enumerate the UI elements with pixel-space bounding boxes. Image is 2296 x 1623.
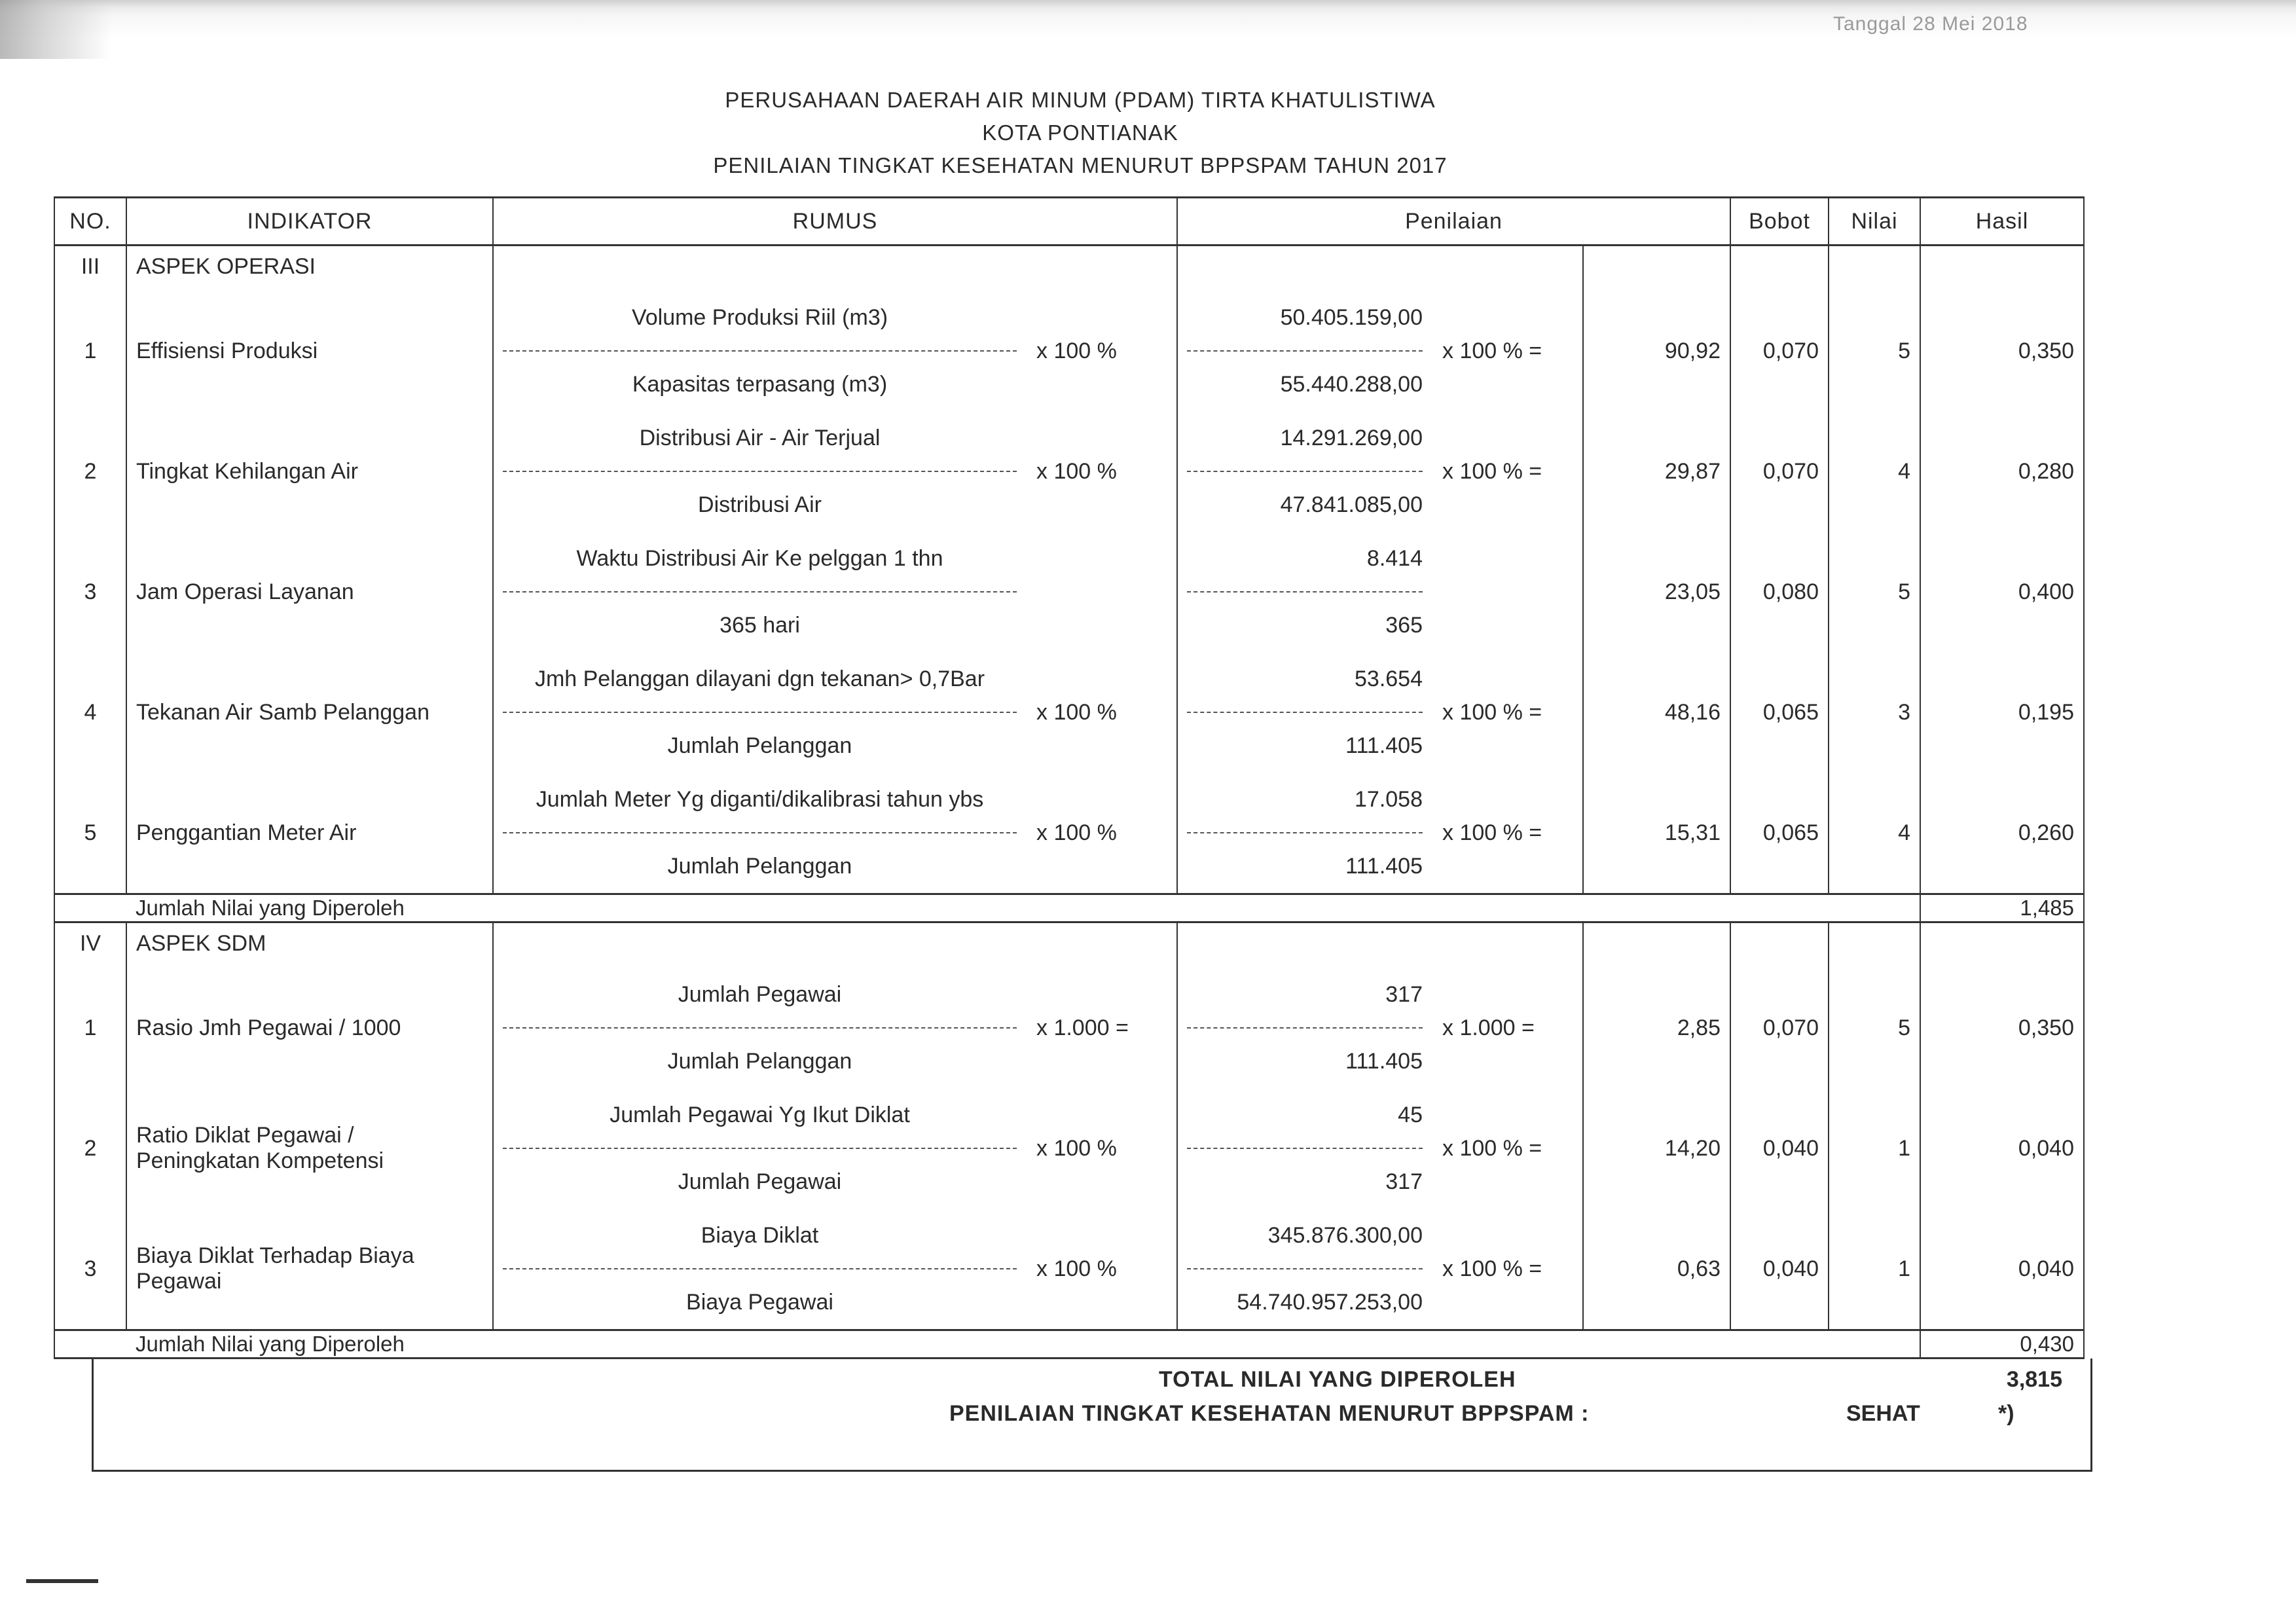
formula-denominator: 111.405 <box>1345 1049 1423 1074</box>
row-rumus <box>493 1209 1177 1330</box>
scan-mark <box>26 1579 98 1583</box>
section-empty-cell <box>1177 246 1583 291</box>
formula-numerator: Jmh Pelanggan dilayani dgn tekanan> 0,7Bar <box>534 666 985 691</box>
formula-stack <box>1187 303 1423 399</box>
section-code: IV <box>54 922 126 968</box>
formula-denominator: 365 hari <box>720 613 800 638</box>
subtotal-value: 1,485 <box>1920 894 2084 922</box>
formula-multiplier: x 100 % <box>1036 338 1117 363</box>
row-penilaian <box>1177 1209 1583 1330</box>
row-rumus <box>493 411 1177 532</box>
col-rumus: RUMUS <box>493 198 1177 246</box>
section-row <box>54 246 2084 291</box>
row-indikator: Rasio Jmh Pegawai / 1000 <box>126 968 493 1088</box>
formula <box>1187 1101 1573 1196</box>
row-number: 3 <box>54 1209 126 1330</box>
formula <box>503 303 1167 399</box>
row-result: 0,63 <box>1583 1209 1730 1330</box>
row-result: 48,16 <box>1583 652 1730 773</box>
section-code: III <box>54 246 126 291</box>
row-result: 15,31 <box>1583 773 1730 894</box>
formula-multiplier: x 100 % <box>1036 1135 1117 1161</box>
row-number: 5 <box>54 773 126 894</box>
row-indikator: Jam Operasi Layanan <box>126 532 493 652</box>
section-empty-cell <box>1583 922 1730 968</box>
formula-numerator: Jumlah Meter Yg diganti/dikalibrasi tahun ybs <box>536 787 984 812</box>
formula <box>1187 303 1573 399</box>
formula <box>503 785 1167 881</box>
formula-stack <box>1187 424 1423 519</box>
formula-bar <box>1187 1027 1423 1029</box>
row-nilai: 1 <box>1829 1209 1920 1330</box>
formula-bar <box>1187 712 1423 713</box>
row-number: 4 <box>54 652 126 773</box>
row-hasil: 0,350 <box>1920 291 2084 411</box>
row-number: 1 <box>54 968 126 1088</box>
subtotal-label: Jumlah Nilai yang Diperoleh <box>126 894 1920 922</box>
section-empty-cell <box>493 246 1177 291</box>
row-number: 3 <box>54 532 126 652</box>
row-bobot: 0,070 <box>1730 291 1829 411</box>
document-date: Tanggal 28 Mei 2018 <box>1833 13 2028 35</box>
header-city: KOTA PONTIANAK <box>982 120 1178 145</box>
row-bobot: 0,065 <box>1730 652 1829 773</box>
formula <box>1187 665 1573 760</box>
formula-multiplier: x 100 % <box>1036 699 1117 725</box>
formula-numerator: 14.291.269,00 <box>1280 426 1423 450</box>
formula-denominator: Jumlah Pelanggan <box>667 854 852 879</box>
formula <box>1187 1221 1573 1317</box>
section-empty-cell <box>493 922 1177 968</box>
row-rumus <box>493 532 1177 652</box>
row-result: 14,20 <box>1583 1088 1730 1209</box>
col-penilaian: Penilaian <box>1177 198 1730 246</box>
formula-stack <box>1187 980 1423 1076</box>
formula-numerator: Volume Produksi Riil (m3) <box>631 305 888 330</box>
formula-denominator: Distribusi Air <box>698 492 822 517</box>
formula-stack <box>503 980 1017 1076</box>
row-bobot: 0,040 <box>1730 1209 1829 1330</box>
row-nilai: 5 <box>1829 291 1920 411</box>
formula-bar <box>503 1268 1017 1269</box>
assessment-value: SEHAT <box>1846 1401 1920 1426</box>
row-rumus <box>493 968 1177 1088</box>
subtotal-row <box>54 894 2084 922</box>
formula-stack <box>1187 1101 1423 1196</box>
row-number: 2 <box>54 1088 126 1209</box>
formula-multiplier: x 1.000 = <box>1442 1015 1535 1040</box>
formula-denominator: Kapasitas terpasang (m3) <box>632 372 888 397</box>
formula-bar <box>503 350 1017 352</box>
table-row <box>54 1088 2084 1209</box>
col-no: NO. <box>54 198 126 246</box>
row-indikator: Ratio Diklat Pegawai / Peningkatan Kompetensi <box>126 1088 493 1209</box>
formula-numerator: 45 <box>1398 1103 1423 1127</box>
formula-stack <box>503 1101 1017 1196</box>
row-nilai: 5 <box>1829 968 1920 1088</box>
row-rumus <box>493 1088 1177 1209</box>
total-label: TOTAL NILAI YANG DIPEROLEH <box>1159 1367 1516 1392</box>
col-nilai: Nilai <box>1829 198 1920 246</box>
formula-bar <box>1187 1148 1423 1149</box>
row-bobot: 0,070 <box>1730 411 1829 532</box>
formula-denominator: Jumlah Pelanggan <box>667 1049 852 1074</box>
formula <box>1187 785 1573 881</box>
formula-numerator: 345.876.300,00 <box>1267 1223 1423 1248</box>
row-hasil: 0,040 <box>1920 1088 2084 1209</box>
formula-numerator: Jumlah Pegawai <box>678 982 842 1007</box>
row-number: 2 <box>54 411 126 532</box>
row-penilaian <box>1177 773 1583 894</box>
row-indikator: Biaya Diklat Terhadap Biaya Pegawai <box>126 1209 493 1330</box>
formula-multiplier: x 100 % = <box>1442 699 1542 725</box>
row-number: 1 <box>54 291 126 411</box>
formula-bar <box>503 712 1017 713</box>
row-hasil: 0,350 <box>1920 968 2084 1088</box>
assessment-label: PENILAIAN TINGKAT KESEHATAN MENURUT BPPSPAM : <box>949 1401 1590 1426</box>
row-penilaian <box>1177 1088 1583 1209</box>
scan-edge-left <box>0 0 111 59</box>
row-penilaian <box>1177 652 1583 773</box>
row-bobot: 0,065 <box>1730 773 1829 894</box>
row-nilai: 1 <box>1829 1088 1920 1209</box>
formula-denominator: Jumlah Pelanggan <box>667 733 852 758</box>
formula-denominator: 111.405 <box>1345 733 1423 758</box>
col-indikator: INDIKATOR <box>126 198 493 246</box>
header-company: PERUSAHAAN DAERAH AIR MINUM (PDAM) TIRTA KHATULISTIWA <box>725 88 1436 112</box>
formula-stack <box>1187 665 1423 760</box>
section-empty-cell <box>1583 246 1730 291</box>
formula-denominator: 365 <box>1385 613 1423 638</box>
table-row <box>54 773 2084 894</box>
formula-multiplier: x 100 % = <box>1442 820 1542 845</box>
formula-denominator: 111.405 <box>1345 854 1423 879</box>
row-bobot: 0,040 <box>1730 1088 1829 1209</box>
row-hasil: 0,400 <box>1920 532 2084 652</box>
formula-bar <box>503 1027 1017 1029</box>
formula-numerator: Jumlah Pegawai Yg Ikut Diklat <box>610 1103 910 1127</box>
row-indikator: Effisiensi Produksi <box>126 291 493 411</box>
formula-numerator: 50.405.159,00 <box>1280 305 1423 330</box>
row-result: 29,87 <box>1583 411 1730 532</box>
formula-bar <box>1187 350 1423 352</box>
formula-bar <box>1187 471 1423 472</box>
subtotal-label: Jumlah Nilai yang Diperoleh <box>126 1330 1920 1359</box>
col-hasil: Hasil <box>1920 198 2084 246</box>
formula <box>503 544 1167 640</box>
row-hasil: 0,040 <box>1920 1209 2084 1330</box>
section-empty-cell <box>1829 922 1920 968</box>
subtotal-value: 0,430 <box>1920 1330 2084 1359</box>
header-title: PENILAIAN TINGKAT KESEHATAN MENURUT BPPSPAM TAHUN 2017 <box>713 153 1448 177</box>
row-bobot: 0,070 <box>1730 968 1829 1088</box>
section-row <box>54 922 2084 968</box>
section-empty-cell <box>1920 246 2084 291</box>
row-nilai: 4 <box>1829 411 1920 532</box>
formula-denominator: Jumlah Pegawai <box>678 1169 842 1194</box>
formula-numerator: 8.414 <box>1366 546 1423 571</box>
formula-stack <box>1187 785 1423 881</box>
col-bobot: Bobot <box>1730 198 1829 246</box>
section-empty-cell <box>1730 246 1829 291</box>
row-nilai: 4 <box>1829 773 1920 894</box>
row-result: 23,05 <box>1583 532 1730 652</box>
formula-bar <box>503 591 1017 593</box>
row-result: 2,85 <box>1583 968 1730 1088</box>
table-header-row <box>54 198 2084 246</box>
formula-numerator: Biaya Diklat <box>701 1223 819 1248</box>
formula-stack <box>503 544 1017 640</box>
formula <box>503 980 1167 1076</box>
formula-stack <box>503 303 1017 399</box>
formula-bar <box>1187 591 1423 593</box>
formula-bar <box>503 832 1017 833</box>
section-empty-cell <box>1177 922 1583 968</box>
formula <box>1187 980 1573 1076</box>
section-empty-cell <box>1920 922 2084 968</box>
row-indikator: Penggantian Meter Air <box>126 773 493 894</box>
formula-stack <box>1187 1221 1423 1317</box>
formula-denominator: 317 <box>1385 1169 1423 1194</box>
table-row <box>54 652 2084 773</box>
section-empty-cell <box>1829 246 1920 291</box>
assessment-note: *) <box>1998 1401 2014 1426</box>
formula-multiplier: x 100 % = <box>1442 1256 1542 1281</box>
formula-numerator: Distribusi Air - Air Terjual <box>639 426 881 450</box>
row-hasil: 0,260 <box>1920 773 2084 894</box>
formula-stack <box>503 665 1017 760</box>
section-empty-cell <box>1730 922 1829 968</box>
table-row <box>54 532 2084 652</box>
table-row <box>54 411 2084 532</box>
row-bobot: 0,080 <box>1730 532 1829 652</box>
formula-numerator: 317 <box>1385 982 1423 1007</box>
table-body <box>54 246 2084 1359</box>
row-rumus <box>493 291 1177 411</box>
document-header <box>589 84 1571 182</box>
formula-numerator: Waktu Distribusi Air Ke pelggan 1 thn <box>576 546 943 571</box>
formula-multiplier: x 1.000 = <box>1036 1015 1129 1040</box>
formula <box>503 1221 1167 1317</box>
formula-stack <box>503 424 1017 519</box>
subtotal-spacer <box>54 1330 126 1359</box>
row-hasil: 0,280 <box>1920 411 2084 532</box>
assessment-table <box>54 196 2085 1359</box>
formula <box>1187 424 1573 519</box>
formula <box>503 424 1167 519</box>
row-penilaian <box>1177 532 1583 652</box>
row-result: 90,92 <box>1583 291 1730 411</box>
formula-bar <box>503 471 1017 472</box>
row-penilaian <box>1177 411 1583 532</box>
formula-denominator: 55.440.288,00 <box>1280 372 1423 397</box>
formula-stack <box>1187 544 1423 640</box>
formula <box>1187 544 1573 640</box>
formula-stack <box>503 1221 1017 1317</box>
formula-stack <box>503 785 1017 881</box>
row-indikator: Tekanan Air Samb Pelanggan <box>126 652 493 773</box>
row-rumus <box>493 652 1177 773</box>
formula-multiplier: x 100 % <box>1036 1256 1117 1281</box>
row-hasil: 0,195 <box>1920 652 2084 773</box>
formula <box>503 665 1167 760</box>
row-penilaian <box>1177 968 1583 1088</box>
row-penilaian <box>1177 291 1583 411</box>
formula-multiplier: x 100 % = <box>1442 458 1542 484</box>
formula-multiplier: x 100 % = <box>1442 338 1542 363</box>
table-row <box>54 291 2084 411</box>
formula-bar <box>1187 1268 1423 1269</box>
formula-denominator: Biaya Pegawai <box>686 1290 833 1315</box>
row-rumus <box>493 773 1177 894</box>
row-nilai: 3 <box>1829 652 1920 773</box>
formula-denominator: 54.740.957.253,00 <box>1237 1290 1423 1315</box>
row-nilai: 5 <box>1829 532 1920 652</box>
formula-bar <box>503 1148 1017 1149</box>
subtotal-row <box>54 1330 2084 1359</box>
total-value: 3,815 <box>2006 1367 2062 1392</box>
formula-multiplier: x 100 % <box>1036 458 1117 484</box>
table-row <box>54 1209 2084 1330</box>
formula-multiplier: x 100 % = <box>1442 1135 1542 1161</box>
formula-bar <box>1187 832 1423 833</box>
subtotal-spacer <box>54 894 126 922</box>
table-row <box>54 968 2084 1088</box>
row-indikator: Tingkat Kehilangan Air <box>126 411 493 532</box>
formula-denominator: 47.841.085,00 <box>1280 492 1423 517</box>
section-title: ASPEK OPERASI <box>126 246 493 291</box>
formula-multiplier: x 100 % <box>1036 820 1117 845</box>
formula-numerator: 17.058 <box>1355 787 1423 812</box>
formula <box>503 1101 1167 1196</box>
formula-numerator: 53.654 <box>1355 666 1423 691</box>
section-title: ASPEK SDM <box>126 922 493 968</box>
